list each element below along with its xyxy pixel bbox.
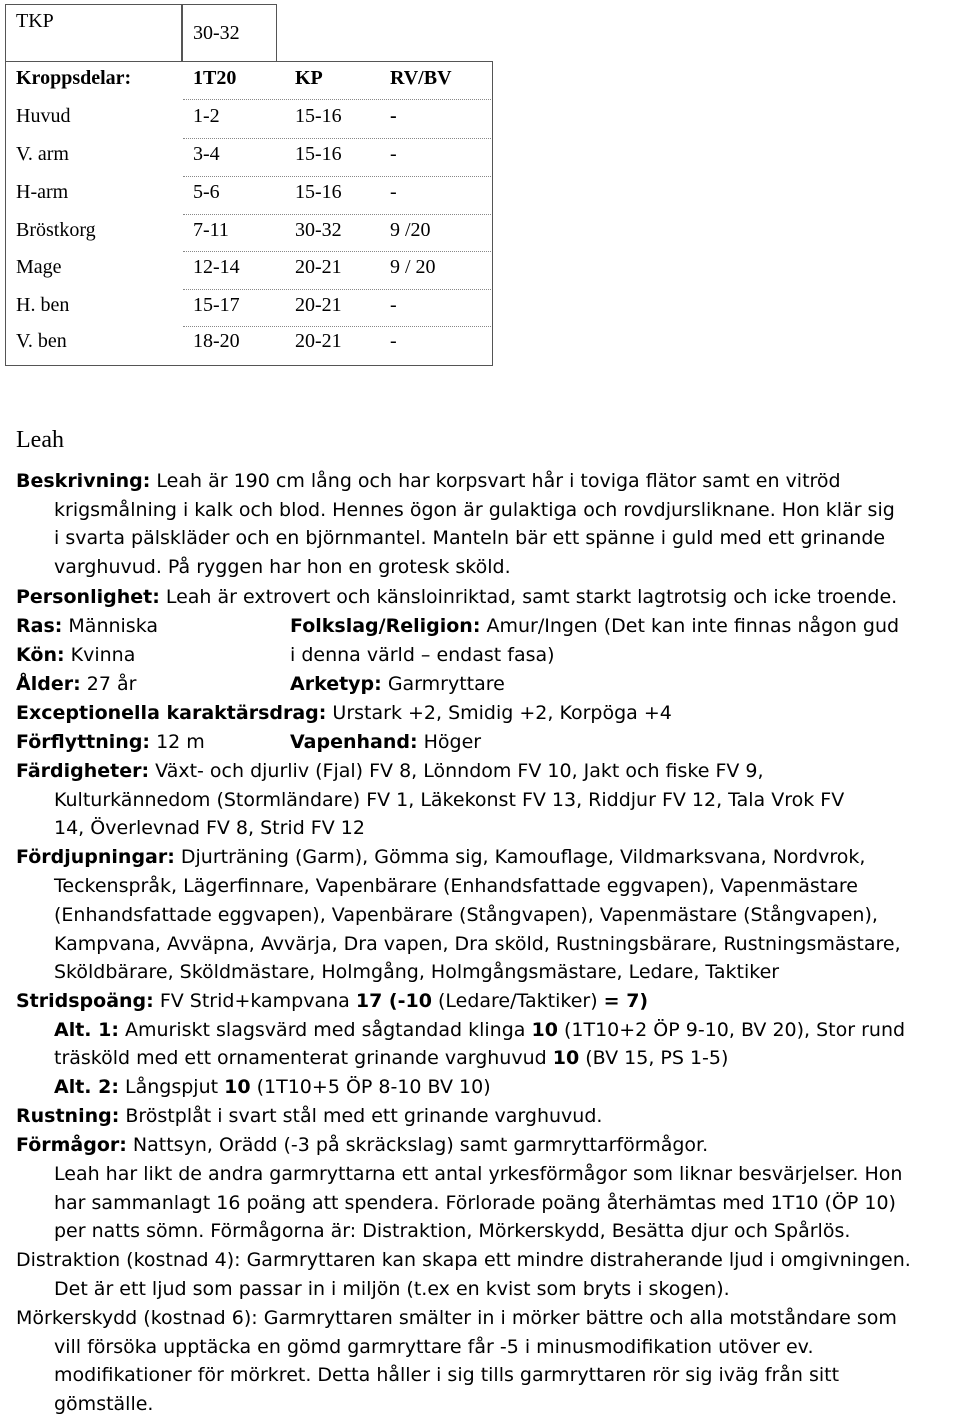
personlighet-label: Personlighet:: [16, 586, 160, 608]
alder-field: [16, 670, 136, 699]
table-cell: 5-6: [193, 181, 220, 203]
table-cell: 15-16: [295, 105, 342, 127]
fordjupningar-text: Djurträning (Garm), Gömma sig, Kamouflage, Vildmarksvana, Nordvrok,: [180, 846, 866, 868]
distraktion-line: Distraktion (kostnad 4): Garmryttaren kan skapa ett mindre distraherande ljud i omgivningen.: [16, 1249, 911, 1271]
forflyttning-value: 12 m: [156, 731, 205, 753]
alt2-value: 10: [224, 1076, 251, 1098]
stridspoang-label: Stridspoäng:: [16, 990, 154, 1012]
table-header: 1T20: [193, 67, 237, 89]
rustning-line: [16, 1102, 602, 1131]
table-cell: H-arm: [16, 181, 69, 203]
alt2-line: [54, 1073, 491, 1102]
formagor-line: [16, 1131, 708, 1160]
hit-location-table: [5, 4, 493, 366]
ras-label: Ras:: [16, 615, 63, 637]
alt2-text: Långspjut: [125, 1076, 219, 1098]
kon-label: Kön:: [16, 644, 65, 666]
table-cell: -: [390, 143, 397, 165]
table-cell: -: [390, 294, 397, 316]
formagor-text: Nattsyn, Orädd (-3 på skräckslag) samt garmryttarförmågor.: [132, 1134, 709, 1156]
fordjupningar-line: (Enhandsfattade eggvapen), Vapenbärare (Stångvapen), Vapenmästare (Stångvapen),: [54, 904, 878, 926]
forflyttning-label: Förflyttning:: [16, 731, 151, 753]
table-cell: V. ben: [16, 330, 67, 352]
alt2-label: Alt. 2:: [54, 1076, 119, 1098]
alt1-value: 10: [531, 1019, 558, 1041]
row-separator: [183, 326, 491, 327]
folkslag-cont: i denna värld – endast fasa): [290, 644, 555, 666]
alt2-text: (1T10+5 ÖP 8-10 BV 10): [256, 1076, 491, 1098]
beskrivning-line: varghuvud. På ryggen har hon en grotesk sköld.: [54, 556, 511, 578]
exceptionella-field: [16, 699, 672, 728]
table-cell: 12-14: [193, 256, 240, 278]
row-separator: [183, 251, 491, 252]
table-cell: 3-4: [193, 143, 220, 165]
kon-field: [16, 641, 135, 670]
fardigheter-line: [16, 757, 764, 786]
beskrivning-text: Leah är 190 cm lång och har korpsvart hår i toviga flätor samt en vitröd: [156, 470, 841, 492]
arketyp-value: Garmryttare: [387, 673, 505, 695]
distraktion-line: Det är ett ljud som passar in i miljön (t.ex en kvist som bryts i skogen).: [54, 1278, 730, 1300]
alt1-label: Alt. 1:: [54, 1019, 119, 1041]
rustning-label: Rustning:: [16, 1105, 120, 1127]
tkp-label: TKP: [16, 10, 54, 32]
exceptionella-value: Urstark +2, Smidig +2, Korpöga +4: [332, 702, 672, 724]
beskrivning-line: i svarta pälskläder och en björnmantel. Manteln bär ett spänne i guld med ett grinande: [54, 527, 886, 549]
tkp-divider: [181, 4, 183, 61]
beskrivning-label: Beskrivning:: [16, 470, 151, 492]
table-header: KP: [295, 67, 323, 89]
alder-value: 27 år: [86, 673, 137, 695]
alt1-value: 10: [552, 1047, 580, 1069]
tkp-value: 30-32: [193, 22, 240, 44]
row-separator: [183, 289, 491, 290]
table-cell: 20-21: [295, 330, 342, 352]
stridspoang-text: FV Strid+kampvana: [159, 990, 350, 1012]
beskrivning-line: [16, 467, 841, 496]
stridspoang-total: = 7): [603, 990, 649, 1012]
fardigheter-label: Färdigheter:: [16, 760, 150, 782]
row-separator: [183, 99, 491, 100]
kon-value: Kvinna: [70, 644, 136, 666]
table-cell: 20-21: [295, 294, 342, 316]
table-cell: -: [390, 181, 397, 203]
row-separator: [183, 138, 491, 139]
table-cell: V. arm: [16, 143, 69, 165]
table-cell: 15-16: [295, 181, 342, 203]
alt1-text: träsköld med ett ornamenterat grinande varghuvud: [54, 1047, 547, 1069]
fordjupningar-line: Teckenspråk, Lägerfinnare, Vapenbärare (Enhandsfattade eggvapen), Vapenmästare: [54, 875, 858, 897]
beskrivning-line: krigsmålning i kalk och blod. Hennes ögon är gulaktiga och rovdjursliknane. Hon klär sig: [54, 499, 895, 521]
stridspoang-line: [16, 987, 648, 1016]
personlighet-text: Leah är extrovert och känsloinriktad, samt starkt lagtrotsig och icke troende.: [165, 586, 898, 608]
formagor-desc-line: Leah har likt de andra garmryttarna ett antal yrkesförmågor som liknar besvärjelser. Hon: [54, 1163, 903, 1185]
table-cell: -: [390, 330, 397, 352]
fordjupningar-line: Sköldbärare, Sköldmästare, Holmgång, Holmgångsmästare, Ledare, Taktiker: [54, 961, 780, 983]
table-cell: 20-21: [295, 256, 342, 278]
table-cell: 9 /20: [390, 219, 431, 241]
table-header: Kroppsdelar:: [16, 67, 132, 89]
fardigheter-line: 14, Överlevnad FV 8, Strid FV 12: [54, 817, 365, 839]
alt1-line: [54, 1016, 905, 1045]
arketyp-field: [290, 670, 505, 699]
vapenhand-value: Höger: [423, 731, 482, 753]
table-cell: 1-2: [193, 105, 220, 127]
ras-value: Människa: [68, 615, 159, 637]
arketyp-label: Arketyp:: [290, 673, 382, 695]
morkerskydd-line: Mörkerskydd (kostnad 6): Garmryttaren smälter in i mörker bättre och alla motståndare som: [16, 1307, 897, 1329]
stridspoang-text: (Ledare/Taktiker): [437, 990, 598, 1012]
row-separator: [183, 176, 491, 177]
stridspoang-value: 17 (-10: [355, 990, 432, 1012]
vapenhand-field: [290, 728, 481, 757]
vapenhand-label: Vapenhand:: [290, 731, 418, 753]
fordjupningar-label: Fördjupningar:: [16, 846, 175, 868]
alder-label: Ålder:: [16, 673, 81, 695]
folkslag-label: Folkslag/Religion:: [290, 615, 481, 637]
formagor-desc-line: har sammanlagt 16 poäng att spendera. Förlorade poäng återhämtas med 1T10 (ÖP 10): [54, 1192, 896, 1214]
morkerskydd-line: vill försöka upptäcka en gömd garmryttare får -5 i minusmodifikation utöver ev.: [54, 1336, 814, 1358]
fardigheter-line: Kulturkännedom (Stormländare) FV 1, Läkekonst FV 13, Riddjur FV 12, Tala Vrok FV: [54, 789, 845, 811]
table-cell: 7-11: [193, 219, 229, 241]
table-cell: 9 / 20: [390, 256, 436, 278]
table-cell: 15-17: [193, 294, 240, 316]
table-cell: -: [390, 105, 397, 127]
exceptionella-label: Exceptionella karaktärsdrag:: [16, 702, 327, 724]
table-cell: Bröstkorg: [16, 219, 96, 241]
table-cell: Huvud: [16, 105, 71, 127]
personlighet-line: [16, 583, 897, 612]
fordjupningar-line: [16, 843, 865, 872]
alt1-line: [54, 1044, 728, 1073]
table-header: RV/BV: [390, 67, 452, 89]
alt1-text: (1T10+2 ÖP 9-10, BV 20), Stor rund: [563, 1019, 906, 1041]
table-cell: H. ben: [16, 294, 70, 316]
table-cell: 18-20: [193, 330, 240, 352]
character-name: Leah: [16, 427, 64, 453]
row-separator: [183, 214, 491, 215]
formagor-label: Förmågor:: [16, 1134, 127, 1156]
alt1-text: (BV 15, PS 1-5): [585, 1047, 729, 1069]
formagor-desc-line: per natts sömn. Förmågorna är: Distraktion, Mörkerskydd, Besätta djur och Spårlös.: [54, 1220, 851, 1242]
folkslag-value: Amur/Ingen (Det kan inte finnas någon gud: [486, 615, 900, 637]
table-cell: 30-32: [295, 219, 342, 241]
table-cell: 15-16: [295, 143, 342, 165]
fordjupningar-line: Kampvana, Avväpna, Avvärja, Dra vapen, Dra sköld, Rustningsbärare, Rustningsmästare,: [54, 933, 901, 955]
forflyttning-field: [16, 728, 205, 757]
morkerskydd-line: modifikationer för mörkret. Detta håller i sig tills garmryttaren rör sig iväg från sitt: [54, 1364, 840, 1386]
alt1-text: Amuriskt slagsvärd med sågtandad klinga: [125, 1019, 526, 1041]
rustning-text: Bröstplåt i svart stål med ett grinande varghuvud.: [125, 1105, 603, 1127]
table-cell: Mage: [16, 256, 62, 278]
ras-field: [16, 612, 158, 641]
folkslag-field: [290, 612, 899, 641]
morkerskydd-line: gömställe.: [54, 1393, 154, 1415]
fardigheter-text: Växt- och djurliv (Fjal) FV 8, Lönndom FV 10, Jakt och fiske FV 9,: [155, 760, 764, 782]
